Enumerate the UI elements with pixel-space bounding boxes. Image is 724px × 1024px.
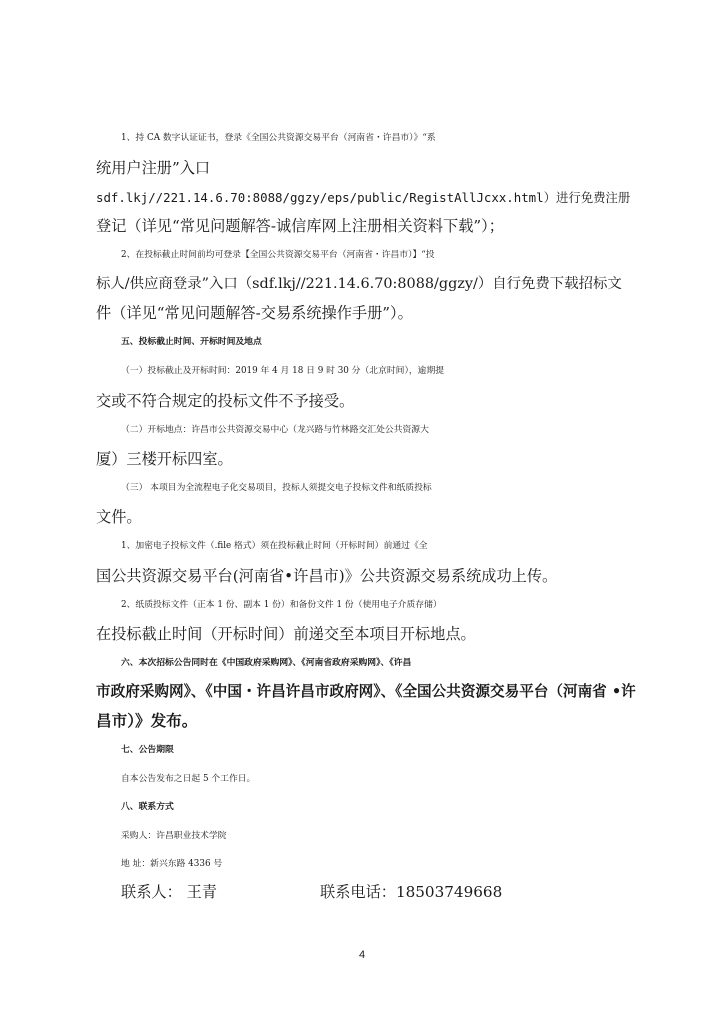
para-1-line-3: sdf.lkj//221.14.6.70:8088/ggzy/eps/public/RegistAllJcxx.html）进行免费注册 xyxy=(96,190,631,205)
contact-phone-line: 联系电话：18503749668 xyxy=(320,883,503,901)
para-2-line-1: 2、在投标截止时间前均可登录【全国公共资源交易平台（河南省・许昌市）】“投 xyxy=(121,250,435,260)
para-6-line-1: 1、加密电子投标文件（.file 格式）须在投标截止时间（开标时间）前通过《全 xyxy=(121,541,428,551)
para-4-line-1: （二）开标地点：许昌市公共资源交易中心（龙兴路与竹林路交汇处公共资源大 xyxy=(121,425,429,435)
para-1-line-2: 统用户注册”入口 xyxy=(96,159,211,177)
section-8-heading: 八、联系方式 xyxy=(121,802,174,812)
para-6-line-2: 国公共资源交易平台(河南省•许昌市)》公共资源交易系统成功上传。 xyxy=(96,567,558,585)
section-5-heading: 五、投标截止时间、开标时间及地点 xyxy=(121,337,262,347)
para-7-line-1: 2、纸质投标文件（正本 1 份、副本 1 份）和备份文件 1 份（使用电子介质存储） xyxy=(121,600,442,610)
para-5-line-1: （三） 本项目为全流程电子化交易项目，投标人须提交电子投标文件和纸质投标 xyxy=(121,483,432,493)
para-3-line-2: 交或不符合规定的投标文件不予接受。 xyxy=(96,392,355,410)
para-3-line-1: （一）投标截止及开标时间：2019 年 4 月 18 日 9 时 30 分（北京时间），逾期提 xyxy=(121,366,445,376)
section-7-heading: 七、公告期限 xyxy=(121,745,174,755)
para-7-line-2: 在投标截止时间（开标时间）前递交至本项目开标地点。 xyxy=(96,625,476,643)
section-6-line-3: 昌市）》发布。 xyxy=(96,711,198,730)
section-6-line-1: 六、本次招标公告同时在《中国政府采购网》、《河南省政府采购网》、《许昌 xyxy=(121,658,412,668)
contact-person-line: 联系人： 王青 xyxy=(121,883,217,901)
para-1-line-1: 1、持 CA 数字认证证书，登录《全国公共资源交易平台（河南省・许昌市）》“系 xyxy=(121,133,436,143)
para-2-line-3: 件（详见“常见问题解答-交易系统操作手册”）。 xyxy=(96,304,413,322)
buyer-line: 采购人：许昌职业技术学院 xyxy=(121,831,227,841)
notice-period-text: 自本公告发布之日起 5 个工作日。 xyxy=(121,774,256,784)
section-6-line-2: 市政府采购网》、《中国・许昌许昌市政府网》、《全国公共资源交易平台（河南省 •许 xyxy=(96,683,636,700)
address-line: 地 址：新兴东路 4336 号 xyxy=(121,859,223,869)
para-5-line-2: 文件。 xyxy=(96,508,142,526)
para-1-line-4: 登记（详见“常见问题解答-诚信库网上注册相关资料下载”）； xyxy=(96,217,504,235)
para-4-line-2: 厦）三楼开标四室。 xyxy=(96,450,233,468)
page-number: 4 xyxy=(358,949,366,961)
para-2-line-2: 标人/供应商登录”入口（sdf.lkj//221.14.6.70:8088/ggzy/）自行免费下载招标文 xyxy=(96,276,622,292)
